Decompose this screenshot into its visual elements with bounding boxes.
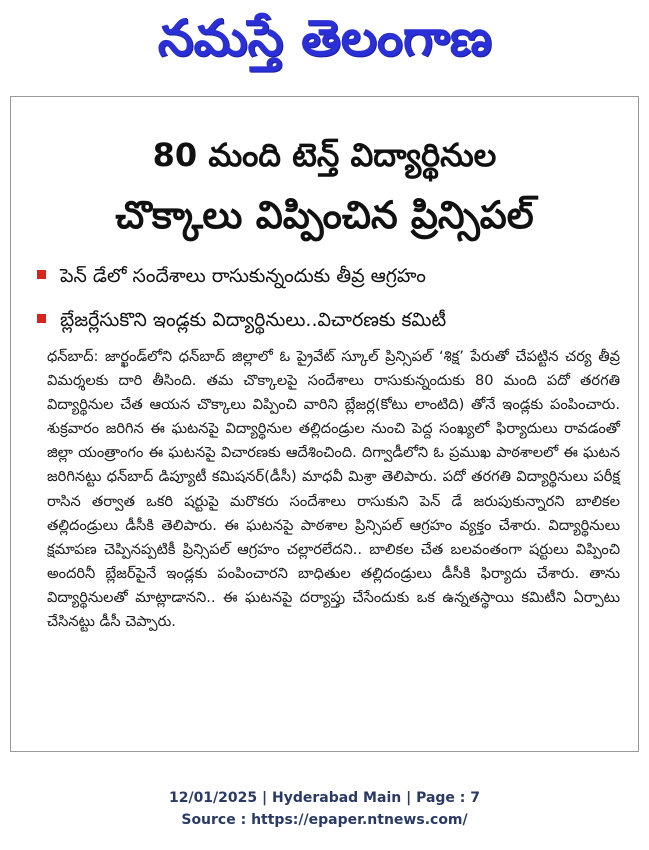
masthead bbox=[0, 6, 649, 74]
article-body: ధన్‌బాద్: జార్ఖండ్‌లోని ధన్‌బాద్ జిల్లాలో ఓ ప్రైవేట్ స్కూల్ ప్రిన్సిపల్ ‘శిక్ష’ పేరుతో చేపట్టిన చర్య తీవ్ర విమర్శలకు దారి తీసింది. తమ చొక్కాలపై సందేశాలు రాసుకున్నందుకు 80 మంది పదో తరగతి విద్యార్థినుల చేత ఆయన చొక్కాలు విప్పించి వారిని బ్లేజర్ల(కోటు లాంటిది) తోనే ఇండ్లకు పంపించారు. శుక్రవారం జరిగిన ఈ ఘటనపై విద్యార్థినుల తల్లిదండ్రుల నుంచి పెద్ద సంఖ్యలో ఫిర్యాదులు రావడంతో జిల్లా యంత్రాంగం ఈ ఘటనపై విచారణకు ఆదేశించింది. దిగ్వాడీలోని ఓ ప్రముఖ పాఠశాలలో ఈ ఘటన జరిగినట్టు ధన్‌బాద్ డిప్యూటీ కమిషనర్(డీసీ) మాధవీ మిశ్రా తెలిపారు. పదో తరగతి విద్యార్థినులు పరీక్ష రాసిన తర్వాత ఒకరి షర్టుపై మరొకరు సందేశాలు రాసుకుని పెన్ డే జరుపుకున్నారని బాలికల తల్లిదండ్రులు డీసీకి తెలిపారు. ఈ ఘటనపై పాఠశాల ప్రిన్సిపల్ ఆగ్రహం వ్యక్తం చేశారు. విద్యార్థినులు క్షమాపణ చెప్పినప్పటికీ ప్రిన్సిపల్ ఆగ్రహం చల్లారలేదని.. బాలికల చేత బలవంతంగా షర్టులు విప్పించి అందరినీ బ్లేజర్‌పైనే ఇండ్లకు పంపించారని బాధితుల తల్లిదండ్రులు డీసీకి ఫిర్యాదు చేశారు. తాను విద్యార్థినులతో మాట్లాడానని.. ఈ ఘటనపై దర్యాప్తు చేసేందుకు ఒక ఉన్నతస్థాయి కమిటీని ఏర్పాటు చేసినట్టు డీసీ చెప్పారు. bbox=[47, 348, 620, 631]
bullet-square-icon bbox=[37, 270, 46, 279]
article-clipping bbox=[10, 96, 639, 752]
newspaper-logo: నమస్తే తెలంగాణ bbox=[157, 9, 492, 67]
subheading-text-2: బ్లేజర్లేసుకొని ఇండ్లకు విద్యార్థినులు..విచారణకు కమిటీ bbox=[60, 309, 447, 331]
headline-line-2: చొక్కాలు విప్పించిన ప్రిన్సిపల్ bbox=[115, 193, 534, 237]
source-link[interactable]: Source : https://epaper.ntnews.com/ bbox=[181, 812, 468, 828]
subheading-bullet-2 bbox=[37, 307, 628, 333]
bullet-square-icon bbox=[37, 314, 46, 323]
subheading-bullet-1 bbox=[37, 263, 628, 289]
dateline: 12/01/2025 | Hyderabad Main | Page : 7 bbox=[168, 790, 481, 806]
subheading-text-1: పెన్ డేలో సందేశాలు రాసుకున్నందుకు తీవ్ర ఆగ్రహం bbox=[60, 265, 426, 287]
headline-line-1: 80 మంది టెన్త్ విద్యార్థినుల bbox=[152, 136, 497, 174]
